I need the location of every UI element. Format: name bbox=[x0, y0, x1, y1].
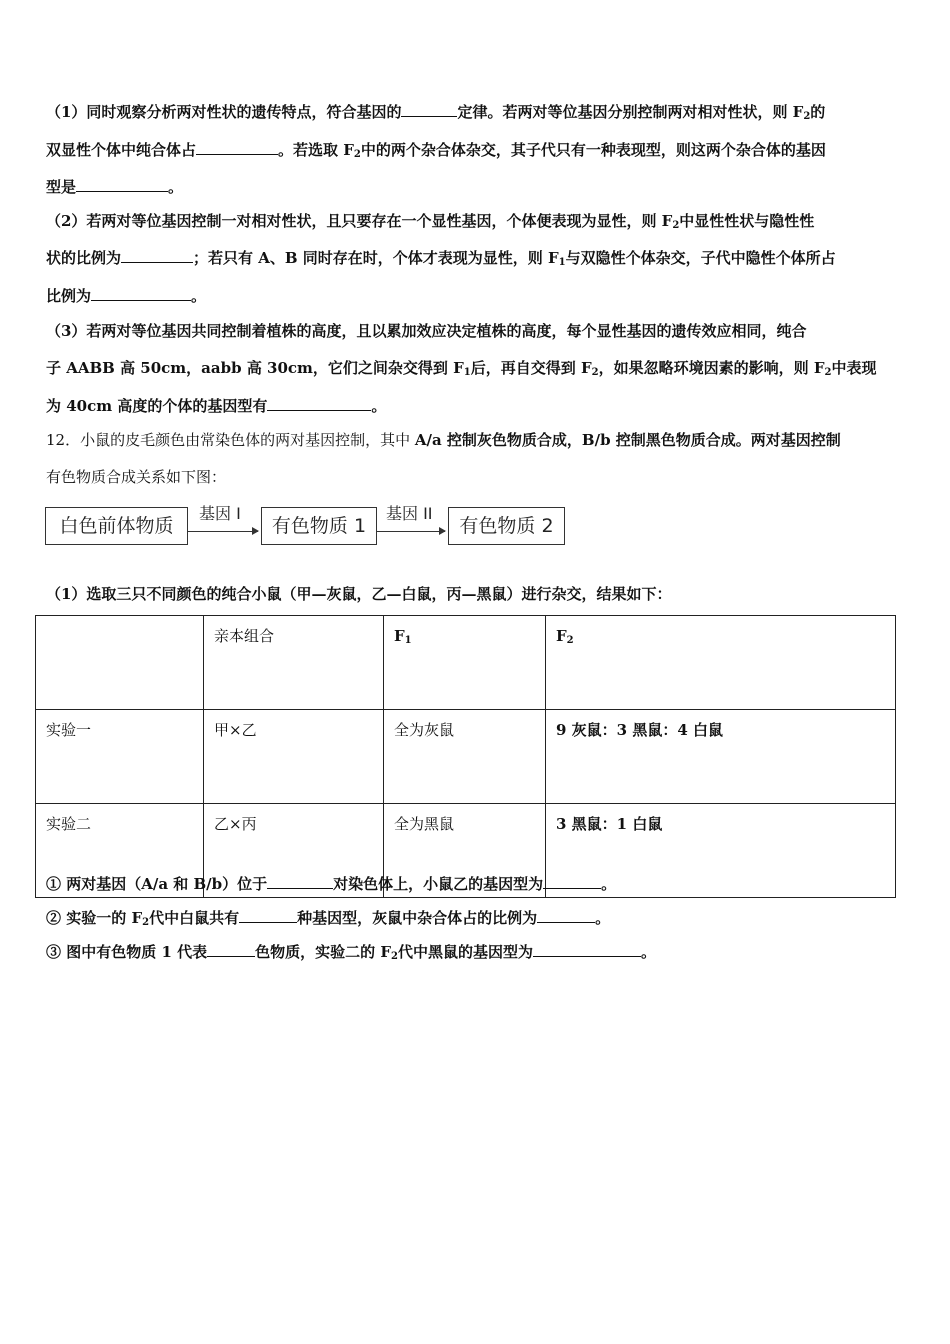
table-header-row bbox=[36, 616, 896, 710]
text: 12．小鼠的皮毛颜色由常染色体的两对基因控制，其中 bbox=[46, 431, 415, 449]
table-cell: 3 黑鼠：1 白鼠 bbox=[546, 804, 896, 898]
table-cell: 全为黑鼠 bbox=[384, 804, 546, 898]
answer-blank[interactable] bbox=[267, 396, 371, 411]
text: 。若选取 F bbox=[278, 141, 354, 159]
text: 双显性个体中纯合体占 bbox=[46, 141, 197, 159]
text: 代中黑鼠的基因型为 bbox=[397, 943, 533, 961]
text: 色物质，实验二的 F bbox=[255, 943, 391, 961]
header-cell bbox=[36, 616, 204, 710]
text: 中显性性状与隐性性 bbox=[679, 212, 815, 230]
text: 亲本组合 bbox=[214, 627, 275, 645]
label-gene-2: 基因 II bbox=[386, 504, 433, 523]
table-row bbox=[36, 710, 896, 804]
q3-line-3 bbox=[46, 396, 386, 416]
text: 中的两个杂合体杂交，其子代只有一种表现型，则这两个杂合体的基因 bbox=[360, 141, 826, 159]
text: （2）若两对等位基因控制一对相对性状，且只要存在一个显性基因，个体便表现为显性，则 F bbox=[46, 212, 673, 230]
text: 种基因型，灰鼠中杂合体占的比例为 bbox=[297, 909, 538, 927]
subscript: 2 bbox=[591, 367, 599, 378]
text: 比例为 bbox=[46, 287, 92, 305]
subscript: 2 bbox=[803, 111, 811, 122]
text: 状的比例为 bbox=[46, 249, 122, 267]
subscript: 2 bbox=[390, 951, 398, 962]
label-gene-1: 基因 I bbox=[199, 504, 241, 523]
answer-blank[interactable] bbox=[91, 286, 191, 301]
q1-line-1 bbox=[46, 102, 825, 122]
q12-sub1 bbox=[46, 584, 671, 604]
text: F bbox=[394, 627, 405, 645]
text: 子 AABB 高 50cm，aabb 高 30cm，它们之间杂交得到 F bbox=[46, 359, 464, 377]
text: 。 bbox=[601, 875, 617, 893]
text: 的 bbox=[810, 103, 826, 121]
subscript: 1 bbox=[404, 635, 412, 646]
box-pigment-2: 有色物质 2 bbox=[448, 507, 565, 545]
q2-line-3 bbox=[46, 286, 206, 306]
table-cell: 甲×乙 bbox=[204, 710, 384, 804]
answer-line-3 bbox=[46, 942, 656, 962]
subscript: 2 bbox=[566, 635, 574, 646]
text: 为 40cm 高度的个体的基因型有 bbox=[46, 397, 268, 415]
box-white-precursor: 白色前体物质 bbox=[45, 507, 188, 545]
subscript: 1 bbox=[463, 367, 471, 378]
table-cell: 实验二 bbox=[36, 804, 204, 898]
text: A/a 控制灰色物质合成，B/b 控制黑色物质合成。两对基因控制 bbox=[414, 431, 841, 449]
pathway-diagram bbox=[45, 504, 565, 547]
answer-blank[interactable] bbox=[196, 140, 278, 155]
text: 对染色体上，小鼠乙的基因型为 bbox=[333, 875, 544, 893]
table-cell: 乙×丙 bbox=[204, 804, 384, 898]
answer-line-2 bbox=[46, 908, 610, 928]
text: ③ 图中有色物质 1 代表 bbox=[46, 943, 208, 961]
q1-line-2 bbox=[46, 140, 826, 160]
subscript: 2 bbox=[824, 367, 832, 378]
text: ，如果忽略环境因素的影响，则 F bbox=[598, 359, 825, 377]
text: 中表现 bbox=[831, 359, 877, 377]
q2-line-2 bbox=[46, 248, 836, 268]
q3-line-2 bbox=[46, 358, 876, 378]
text: 后，再自交得到 F bbox=[470, 359, 592, 377]
answer-blank[interactable] bbox=[207, 942, 255, 957]
subscript: 2 bbox=[142, 917, 150, 928]
subscript: 2 bbox=[353, 149, 361, 160]
answer-blank[interactable] bbox=[543, 874, 601, 889]
answer-blank[interactable] bbox=[121, 248, 193, 263]
text: 。 bbox=[595, 909, 611, 927]
text: 有色物质合成关系如下图： bbox=[46, 468, 227, 486]
answer-blank[interactable] bbox=[537, 908, 595, 923]
results-table bbox=[35, 615, 896, 898]
header-cell bbox=[546, 616, 896, 710]
header-cell bbox=[384, 616, 546, 710]
text: 。 bbox=[191, 287, 207, 305]
arrow-1 bbox=[188, 531, 258, 532]
answer-blank[interactable] bbox=[76, 177, 168, 192]
text: 。 bbox=[371, 397, 387, 415]
text: 。 bbox=[640, 943, 656, 961]
text: F bbox=[556, 627, 567, 645]
answer-blank[interactable] bbox=[533, 942, 641, 957]
text: （1）同时观察分析两对性状的遗传特点，符合基因的 bbox=[46, 103, 402, 121]
q1-line-3 bbox=[46, 177, 183, 197]
subscript: 1 bbox=[558, 257, 566, 268]
answer-line-1 bbox=[46, 874, 616, 894]
text: 型是 bbox=[46, 178, 77, 196]
q2-line-1 bbox=[46, 211, 814, 231]
q12-line-1 bbox=[46, 430, 841, 450]
table-cell: 实验一 bbox=[36, 710, 204, 804]
q3-line-1 bbox=[46, 321, 806, 341]
answer-blank[interactable] bbox=[267, 874, 333, 889]
text: 定律。若两对等位基因分别控制两对相对性状，则 F bbox=[457, 103, 804, 121]
text: 。 bbox=[168, 178, 184, 196]
text: （3）若两对等位基因共同控制着植株的高度，且以累加效应决定植株的高度，每个显性基因的遗传效应相同，纯合 bbox=[46, 322, 807, 340]
header-cell bbox=[204, 616, 384, 710]
box-pigment-1: 有色物质 1 bbox=[261, 507, 377, 545]
text: ；若只有 A、B 同时存在时，个体才表现为显性，则 F bbox=[193, 249, 559, 267]
answer-blank[interactable] bbox=[239, 908, 297, 923]
table-cell: 全为灰鼠 bbox=[384, 710, 546, 804]
subscript: 2 bbox=[672, 220, 680, 231]
table-cell: 9 灰鼠：3 黑鼠：4 白鼠 bbox=[546, 710, 896, 804]
text: （1）选取三只不同颜色的纯合小鼠（甲—灰鼠，乙—白鼠，丙—黑鼠）进行杂交，结果如下： bbox=[46, 585, 672, 603]
answer-blank[interactable] bbox=[401, 102, 457, 117]
text: 代中白鼠共有 bbox=[149, 909, 240, 927]
text: ② 实验一的 F bbox=[46, 909, 143, 927]
text: ① 两对基因（A/a 和 B/b）位于 bbox=[46, 875, 268, 893]
arrow-2 bbox=[377, 531, 445, 532]
text: 与双隐性个体杂交，子代中隐性个体所占 bbox=[565, 249, 836, 267]
q12-line-2 bbox=[46, 467, 226, 487]
